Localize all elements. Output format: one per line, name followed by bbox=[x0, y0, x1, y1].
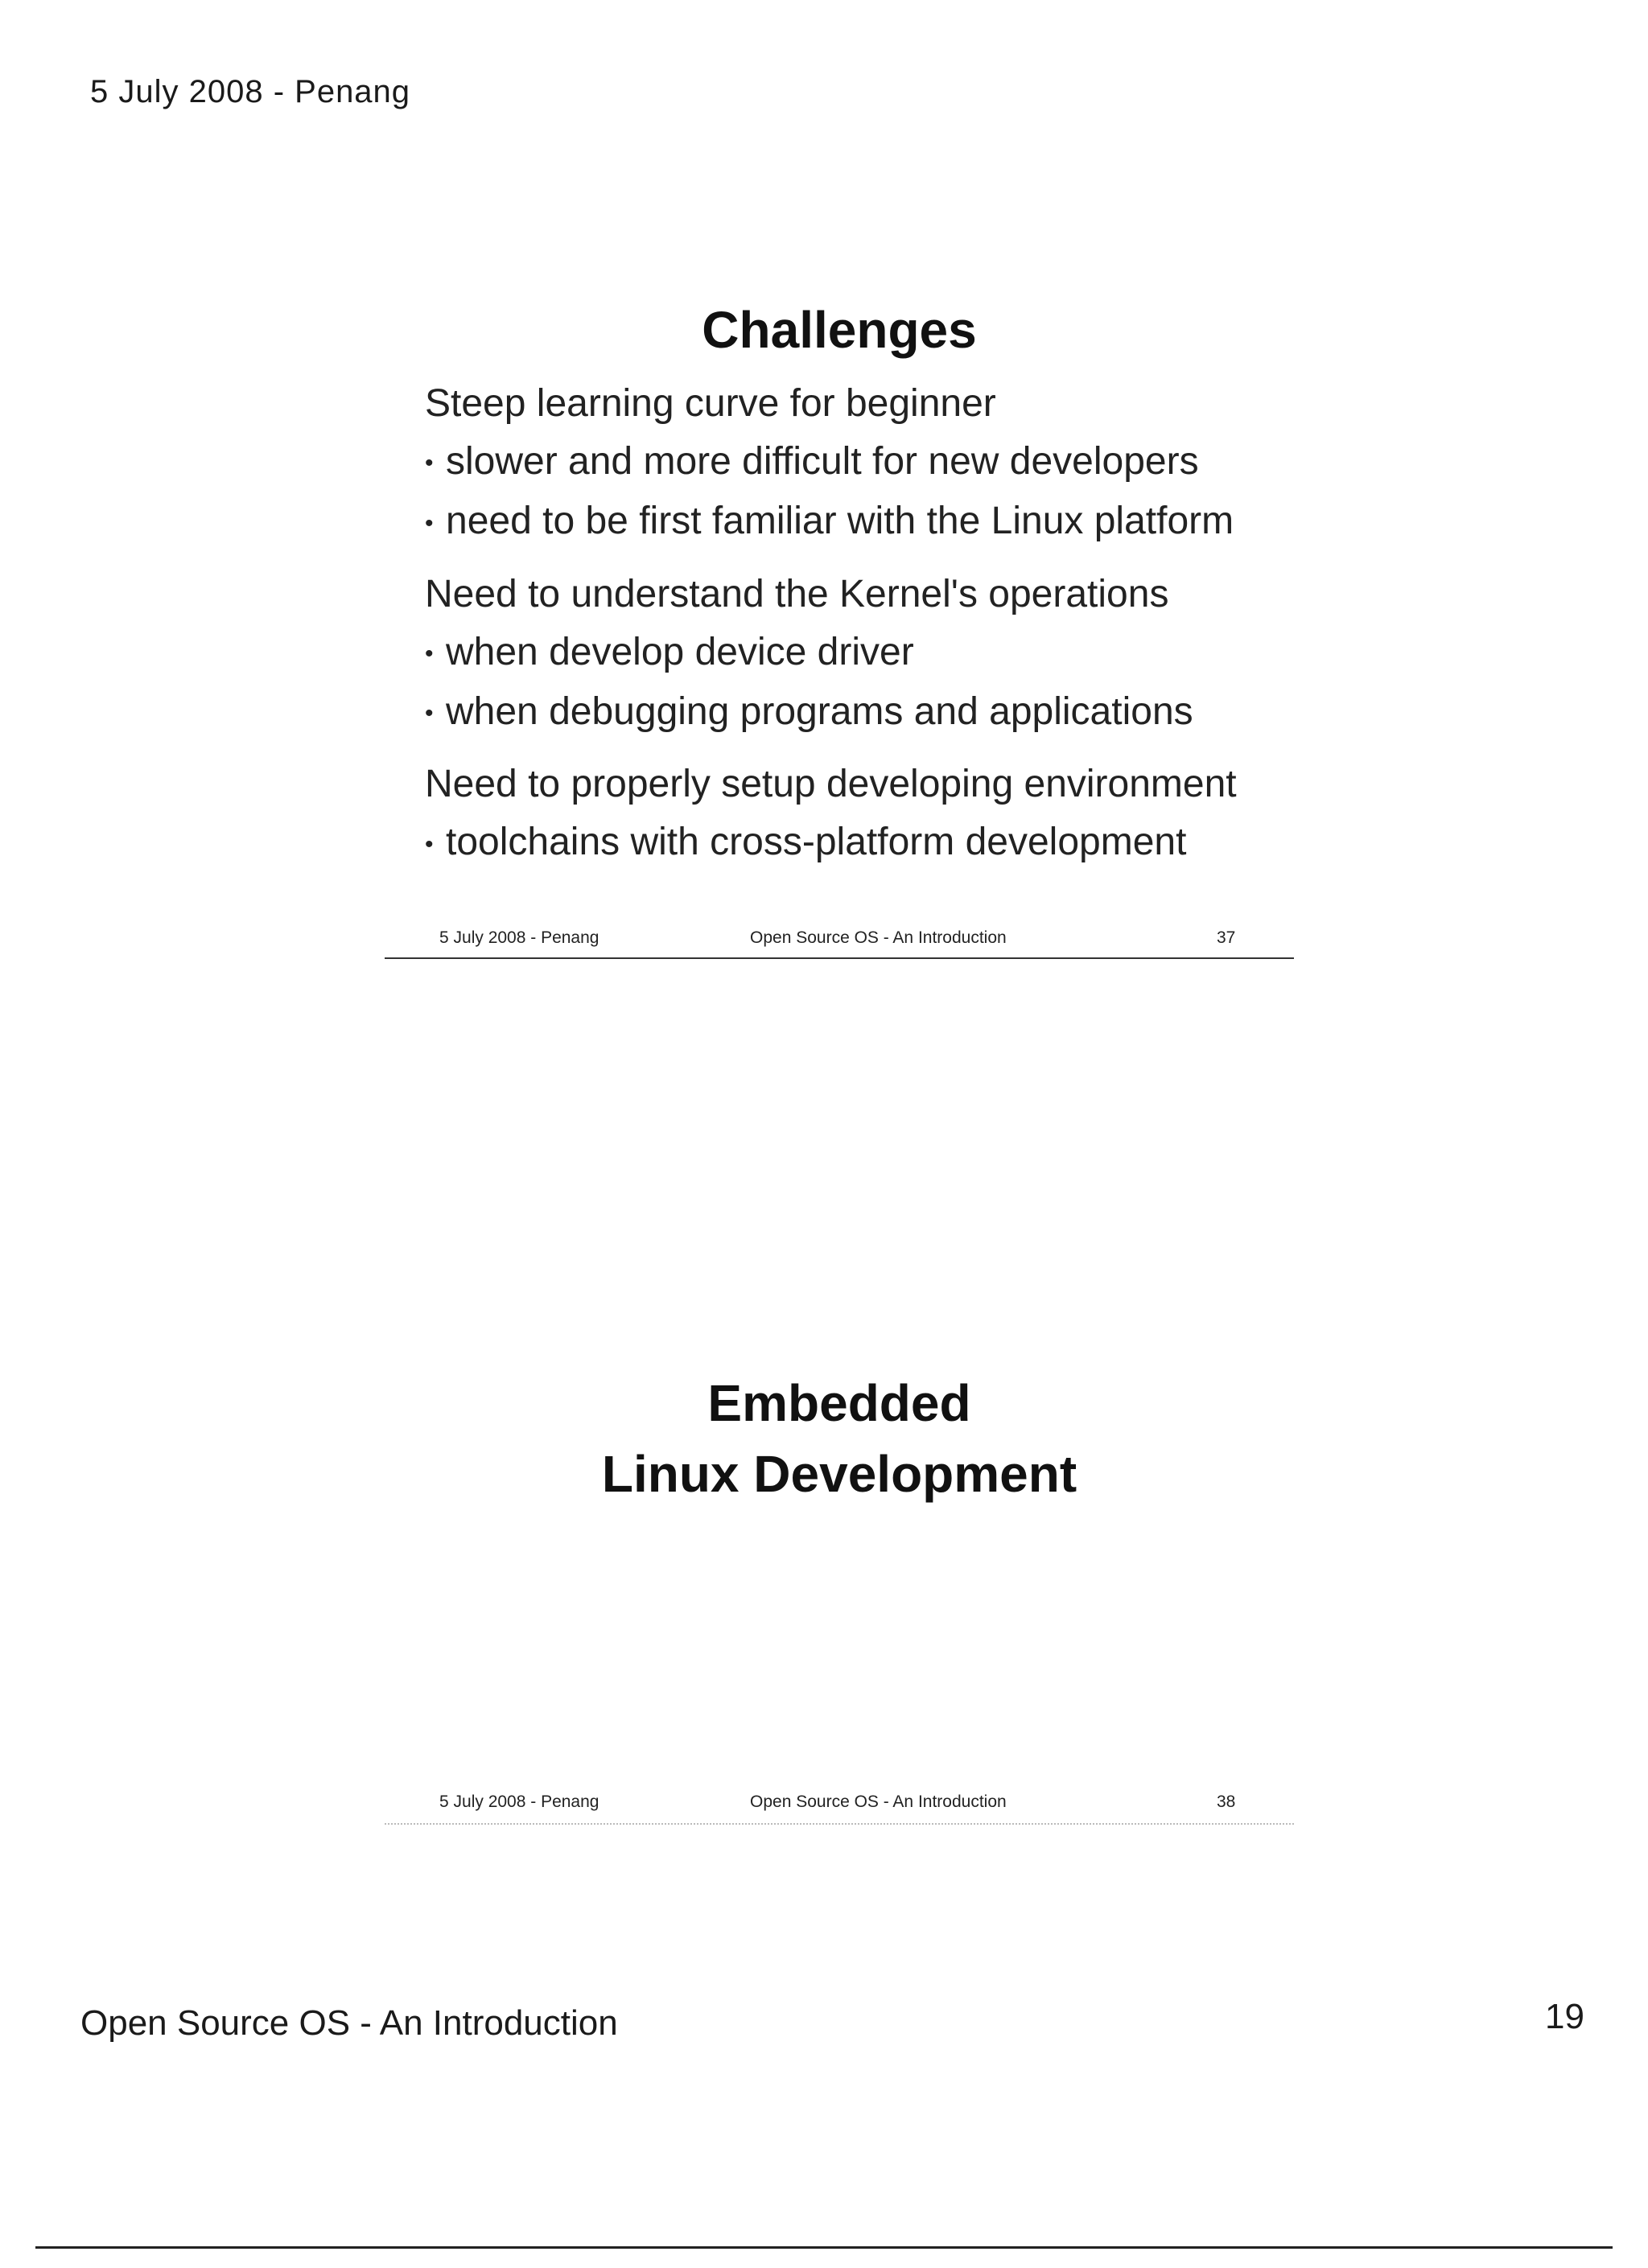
bullet-icon: • bbox=[425, 700, 434, 727]
page-number: 19 bbox=[1545, 1997, 1584, 2036]
slide-footer-date: 5 July 2008 - Penang bbox=[439, 928, 599, 947]
bullet-icon: • bbox=[425, 830, 434, 858]
slide-number: 37 bbox=[1217, 928, 1236, 947]
section-heading: Need to understand the Kernel's operations bbox=[425, 572, 1169, 615]
slide-embedded-linux bbox=[385, 1368, 1294, 1842]
section-environment bbox=[425, 755, 1294, 873]
bullet-text: when debugging programs and applications bbox=[446, 689, 1193, 733]
bullet-icon: • bbox=[425, 450, 434, 477]
bullet-text: slower and more difficult for new developers bbox=[446, 440, 1199, 483]
page-header: 5 July 2008 - Penang bbox=[90, 74, 411, 109]
page-bottom-divider bbox=[35, 2246, 1613, 2249]
slide-title bbox=[385, 1368, 1294, 1509]
section-learning-curve bbox=[425, 375, 1294, 553]
section-heading: Need to properly setup developing environment bbox=[425, 763, 1237, 806]
bullet-icon: • bbox=[425, 640, 434, 667]
bullet-text: when develop device driver bbox=[446, 630, 914, 673]
bullet-icon: • bbox=[425, 509, 434, 537]
bullet-text: toolchains with cross-platform development bbox=[446, 821, 1187, 864]
slide-title: Challenges bbox=[702, 301, 977, 359]
bullet-item bbox=[425, 492, 1294, 552]
slide-title-line: Linux Development bbox=[601, 1445, 1077, 1503]
slide-footer-divider bbox=[385, 957, 1294, 959]
slide-content bbox=[425, 375, 1294, 887]
slide-footer-divider bbox=[385, 1823, 1294, 1825]
bullet-item bbox=[425, 683, 1294, 743]
bullet-item bbox=[425, 813, 1294, 873]
slide-footer-title: Open Source OS - An Introduction bbox=[750, 928, 1007, 947]
slide-footer-date: 5 July 2008 - Penang bbox=[439, 1793, 599, 1811]
slide-challenges bbox=[385, 298, 1294, 973]
bullet-item bbox=[425, 624, 1294, 683]
slide-number: 38 bbox=[1217, 1793, 1236, 1811]
section-heading: Steep learning curve for beginner bbox=[425, 382, 996, 425]
bullet-item bbox=[425, 433, 1294, 492]
bullet-text: need to be first familiar with the Linux platform bbox=[446, 500, 1234, 543]
section-kernel bbox=[425, 566, 1294, 743]
slide-title-line: Embedded bbox=[707, 1374, 971, 1432]
slide-footer-title: Open Source OS - An Introduction bbox=[750, 1793, 1007, 1811]
page-footer-title: Open Source OS - An Introduction bbox=[80, 2003, 618, 2043]
